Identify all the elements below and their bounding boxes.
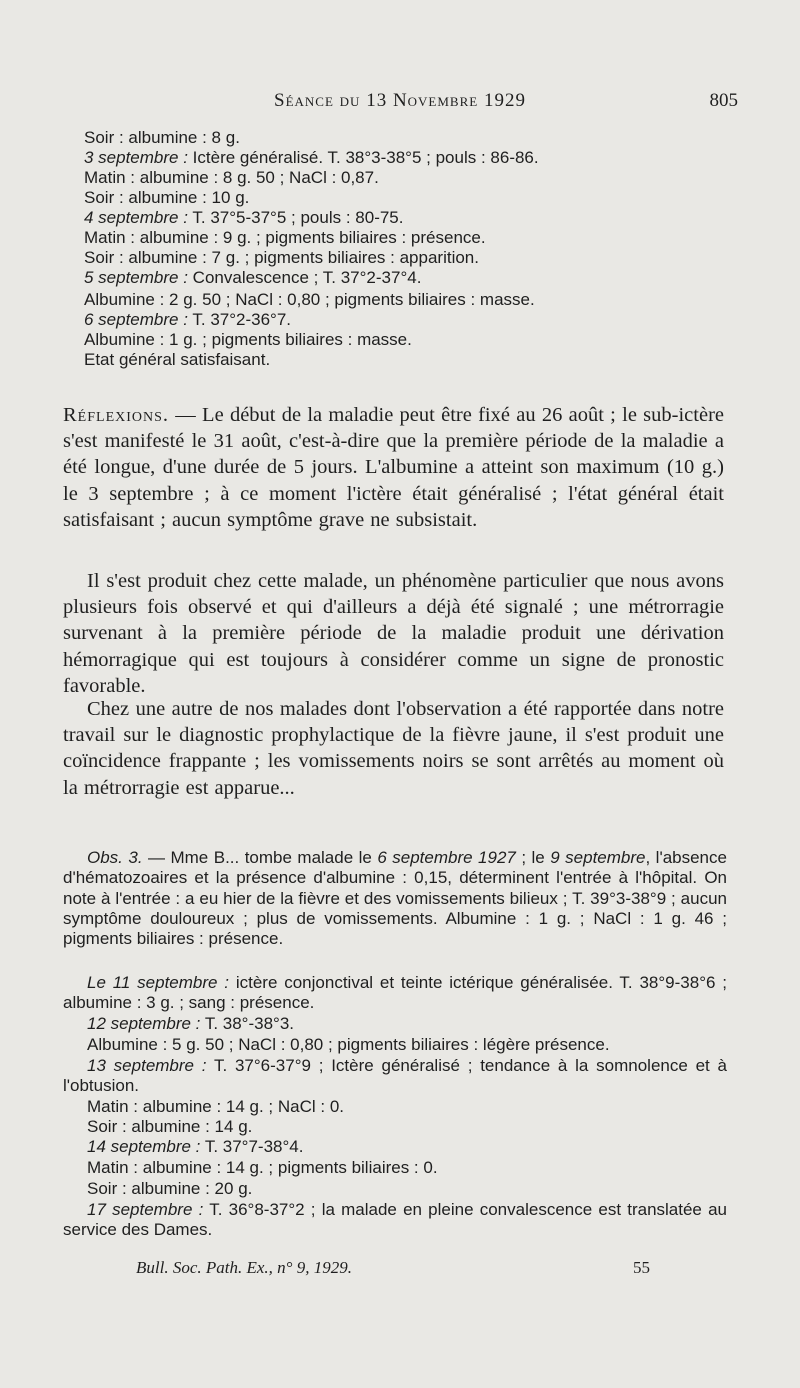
- page-number: 805: [709, 90, 738, 111]
- case-line: Soir : albumine : 8 g.: [84, 128, 240, 147]
- case-line: Albumine : 1 g. ; pigments biliaires : masse.: [84, 330, 412, 349]
- paragraph: Chez une autre de nos malades dont l'observation a été rapportée dans notre travail sur le diagnostic prophylactique de la fièvre jaune, il s'est produit une coïncidence frappante ; les vomissements noirs se sont arrêtés au moment où la métrorragie est apparue...: [63, 698, 724, 799]
- case-line: Etat général satisfaisant.: [84, 350, 271, 369]
- observation-entry: Matin : albumine : 14 g. ; pigments biliaires : 0.: [87, 1158, 438, 1177]
- observation-entry: 17 septembre : T. 36°8-37°2 ; la malade en pleine convalescence est translatée au service des Dames.: [63, 1200, 727, 1240]
- case-line: 3 septembre : Ictère généralisé. T. 38°3-38°5 ; pouls : 86-86.: [84, 148, 539, 167]
- observation-entry: Soir : albumine : 14 g.: [87, 1117, 253, 1136]
- case-line: 5 septembre : Convalescence ; T. 37°2-37°4.: [84, 268, 422, 287]
- observation-entry: 14 septembre : T. 37°7-38°4.: [87, 1137, 304, 1156]
- case-line: 4 septembre : T. 37°5-37°5 ; pouls : 80-75.: [84, 208, 404, 227]
- case-line: 6 septembre : T. 37°2-36°7.: [84, 310, 292, 329]
- observation-label: Obs. 3.: [87, 848, 143, 867]
- observation-intro: Obs. 3. — Mme B... tombe malade le 6 septembre 1927 ; le 9 septembre, l'absence d'hématozoaires et la présence d'albumine : 0,15, déterminent l'entrée à l'hôpital. On note à l'entrée : a eu hier de la fièvre et des vomissements bilieux ; T. 39°3-38°9 ; aucun symptôme douloureux ; plus de vomissements. Albumine : 1 g. ; NaCl : 1 g. 46 ; pigments biliaires : présence.: [63, 848, 727, 949]
- case-line: Matin : albumine : 9 g. ; pigments biliaires : présence.: [84, 228, 486, 247]
- signature-number: 55: [633, 1258, 650, 1277]
- observation-entry: Matin : albumine : 14 g. ; NaCl : 0.: [87, 1097, 345, 1116]
- running-header: [62, 90, 738, 118]
- case-line: Matin : albumine : 8 g. 50 ; NaCl : 0,87.: [84, 168, 379, 187]
- paragraph: Il s'est produit chez cette malade, un phénomène particulier que nous avons plusieurs fois observé et qui d'ailleurs a déjà été signalé ; une métrorragie survenant à la première période de la maladie produit une dérivation hémorragique qui est toujours à considérer comme un signe de pronostic favorable.: [63, 570, 724, 697]
- case-line: Soir : albumine : 7 g. ; pigments biliaires : apparition.: [84, 248, 479, 267]
- header-title: Séance du 13 Novembre 1929: [274, 90, 526, 111]
- observation-entry: 13 septembre : T. 37°6-37°9 ; Ictère généralisé ; tendance à la somnolence et à l'obtusion.: [63, 1056, 727, 1096]
- observation-entry: Le 11 septembre : ictère conjonctival et teinte ictérique généralisée. T. 38°9-38°6 ; albumine : 3 g. ; sang : présence.: [63, 973, 727, 1013]
- observation-entry: Albumine : 5 g. 50 ; NaCl : 0,80 ; pigments biliaires : légère présence.: [87, 1035, 610, 1054]
- page-footer: [0, 1258, 800, 1282]
- reflexions-paragraph: Réflexions. — Le début de la maladie peut être fixé au 26 août ; le sub-ictère s'est manifesté le 31 août, c'est-à-dire que la première période de la maladie a été longue, d'une durée de 5 jours. L'albumine a atteint son maximum (10 g.) le 3 septembre ; à ce moment l'ictère était généralisé ; l'état général était satisfaisant ; aucun symptôme grave ne subsistait.: [63, 404, 724, 531]
- observation-entry: 12 septembre : T. 38°-38°3.: [87, 1014, 295, 1033]
- reflexions-label: Réflexions.: [63, 404, 170, 426]
- case-line: Soir : albumine : 10 g.: [84, 188, 250, 207]
- case-line: Albumine : 2 g. 50 ; NaCl : 0,80 ; pigments biliaires : masse.: [84, 290, 535, 309]
- footer-citation: Bull. Soc. Path. Ex., n° 9, 1929.: [136, 1258, 352, 1277]
- observation-entry: Soir : albumine : 20 g.: [87, 1179, 253, 1198]
